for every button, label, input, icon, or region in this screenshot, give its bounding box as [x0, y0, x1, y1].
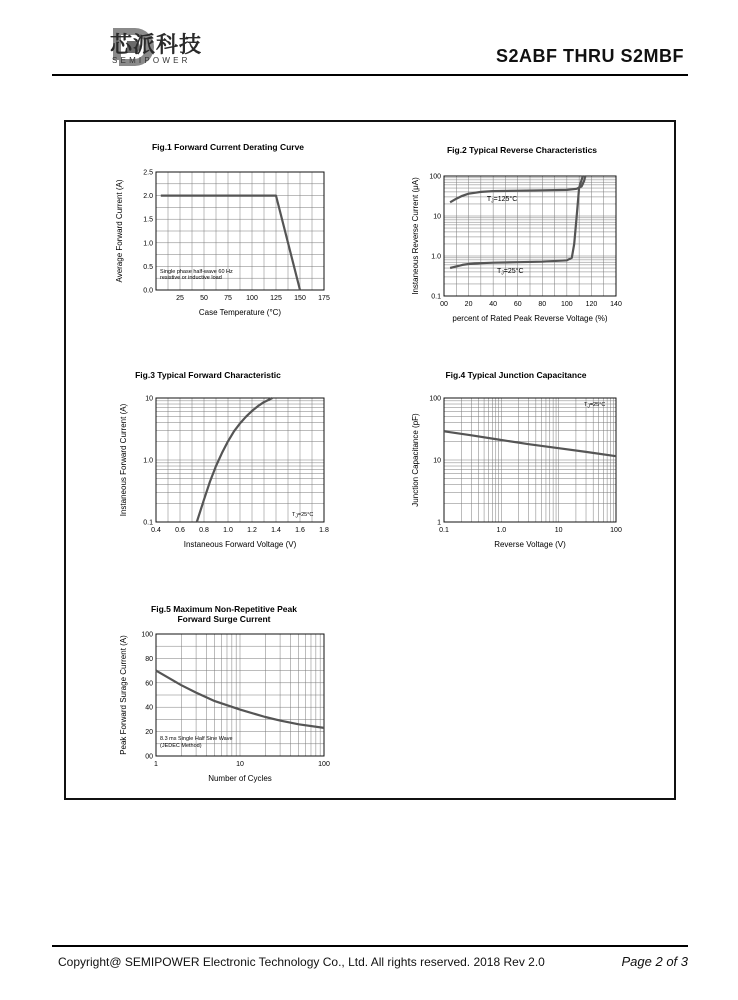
y-tick-label: 100: [429, 173, 441, 181]
y-tick-label: 1.0: [431, 253, 441, 261]
brand-english-name: SEMIPOWER: [112, 56, 191, 65]
y-tick-label: 2.0: [143, 193, 153, 201]
chart-annotation: 8.3 ms Single Half Sine Wave: [160, 736, 233, 742]
chart-title: Fig.1 Forward Current Derating Curve: [151, 142, 305, 152]
chart-title: Fig.5 Maximum Non-Repetitive Peak: [151, 604, 297, 614]
y-tick-label: 0.0: [143, 287, 153, 295]
y-tick-label: 0.1: [143, 519, 153, 527]
fig3-forward-characteristic-chart: [112, 366, 352, 560]
chart-gridlines: [444, 398, 616, 522]
x-tick-label: 1.4: [271, 527, 281, 534]
y-tick-label: 1: [437, 519, 441, 527]
x-tick-label: 150: [294, 295, 306, 302]
chart-gridlines: [156, 398, 324, 522]
y-axis-label: Peak Forward Surage Current (A): [119, 635, 128, 755]
x-tick-label: 125: [270, 295, 282, 302]
y-tick-label: 0.1: [431, 293, 441, 301]
y-tick-label: 60: [145, 680, 153, 688]
y-tick-label: 10: [433, 213, 441, 221]
x-tick-label: 25: [176, 295, 184, 302]
x-tick-label: 1.2: [247, 527, 257, 534]
x-axis-label: Case Temperature (°C): [198, 308, 282, 317]
chart-subtitle: Forward Surge Current: [177, 614, 271, 624]
series-line: [444, 431, 616, 456]
x-tick-label: 100: [318, 761, 330, 768]
x-axis-label: Instaneous Forward Voltage (V): [183, 540, 297, 549]
x-tick-label: 75: [224, 295, 232, 302]
x-axis-label: percent of Rated Peak Reverse Voltage (%): [452, 314, 608, 323]
fig2-reverse-characteristics-chart: [404, 140, 644, 332]
y-tick-label: 100: [429, 395, 441, 403]
x-tick-label: 100: [610, 527, 622, 534]
footer-divider: [52, 945, 688, 947]
x-tick-label: 0.8: [199, 527, 209, 534]
x-axis-label: Reverse Voltage (V): [494, 540, 566, 549]
x-tick-label: 20: [464, 301, 473, 308]
brand-chinese-name: 芯派科技: [110, 33, 203, 58]
x-tick-label: 140: [610, 301, 622, 308]
y-tick-label: 0.5: [143, 263, 153, 271]
chart-annotation: TJ=25°C: [292, 512, 314, 520]
x-tick-label: 10: [554, 527, 563, 534]
x-tick-label: 80: [538, 301, 547, 308]
chart-title: Fig.2 Typical Reverse Characteristics: [446, 145, 598, 155]
page-number: Page 2 of 3: [621, 954, 688, 969]
x-tick-label: 120: [585, 301, 598, 308]
y-tick-label: 100: [141, 631, 153, 639]
y-tick-label: 1.0: [143, 240, 153, 248]
y-tick-label: 10: [433, 457, 441, 465]
y-tick-label: 1.0: [143, 457, 153, 465]
chart-annotation: TJ=25°C: [584, 402, 606, 410]
fig1-derating-chart: [108, 138, 348, 330]
chart-title: Fig.4 Typical Junction Capacitance: [445, 370, 587, 380]
x-tick-label: 1.8: [319, 527, 329, 534]
document-title: S2ABF THRU S2MBF: [495, 46, 684, 66]
x-tick-label: 100: [246, 295, 258, 302]
y-axis-label: Average Forward Current (A): [115, 179, 124, 283]
y-tick-label: 20: [145, 729, 153, 737]
x-tick-label: 100: [561, 301, 573, 308]
x-tick-label: 0.4: [151, 527, 161, 534]
x-tick-label: 0.1: [439, 527, 449, 534]
x-tick-label: 1.0: [496, 527, 507, 534]
x-tick-label: 10: [236, 761, 244, 768]
y-tick-label: 00: [145, 753, 153, 761]
y-tick-label: 2.5: [143, 169, 153, 177]
copyright-text: Copyright@ SEMIPOWER Electronic Technology Co., Ltd. All rights reserved. 2018 Rev 2.0: [58, 955, 545, 969]
fig5-surge-current-chart: [112, 600, 352, 794]
chart-annotation: resistive or inductive load: [160, 275, 222, 281]
chart-title: Fig.3 Typical Forward Characteristic: [135, 370, 281, 380]
chart-annotation: (JEDEC Method): [160, 743, 202, 749]
series-label: $T_J=25^\circ C$: [497, 268, 524, 277]
x-tick-label: 175: [318, 295, 330, 302]
y-axis-label: Instaneous Reverse Current (μA): [411, 177, 420, 295]
x-tick-label: 1.6: [295, 527, 305, 534]
x-axis-label: Number of Cycles: [208, 774, 272, 783]
x-tick-label: 1: [154, 761, 158, 768]
x-tick-label: 40: [489, 301, 498, 308]
x-tick-label: 1.0: [223, 527, 233, 534]
header-divider: [52, 74, 688, 76]
y-tick-label: 80: [145, 655, 153, 663]
x-tick-label: 0.6: [175, 527, 185, 534]
y-tick-label: 40: [145, 704, 153, 712]
x-tick-label: 60: [513, 301, 522, 308]
fig4-junction-capacitance-chart: [404, 366, 644, 560]
chart-annotation: Single phase half-wave 60 Hz: [160, 269, 233, 275]
y-axis-label: Instaneous Forward Current (A): [119, 403, 128, 517]
x-tick-label: 00: [440, 301, 448, 308]
y-tick-label: 1.5: [143, 216, 153, 224]
x-tick-label: 50: [200, 295, 208, 302]
y-tick-label: 10: [145, 395, 153, 403]
series-label: $T_J=125^\circ C$: [486, 195, 518, 205]
y-axis-label: Junction Capacitance (pF): [411, 413, 420, 507]
